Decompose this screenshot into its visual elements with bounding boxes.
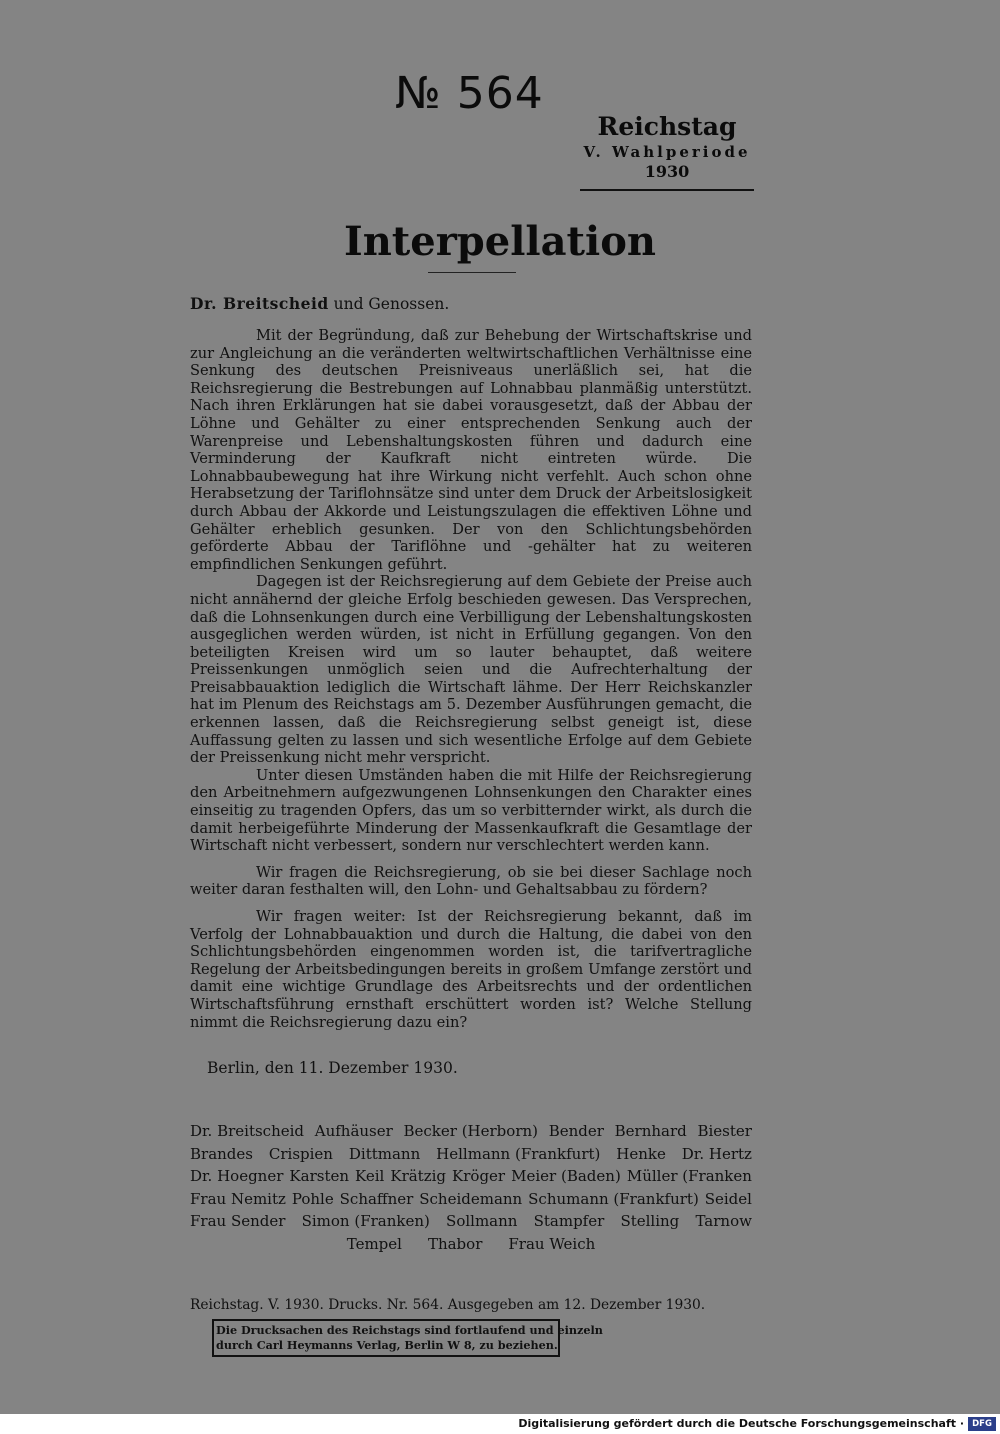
signatory: Tarnow [695,1212,752,1230]
signatory: Simon (Franken) [301,1212,430,1230]
signature-row [190,1143,752,1166]
signatory: Brandes [190,1144,253,1163]
reichstag-header [582,112,752,182]
header-year: 1930 [644,162,690,181]
signatory: Hellmann (Frankfurt) [436,1144,601,1163]
signatory: Thabor [427,1234,483,1253]
submitter-suffix: und Genossen. [328,295,450,313]
signatory: Keil [355,1167,385,1185]
submitter-name: Dr. Breitscheid [190,294,329,313]
signatory: Aufhäuser [314,1122,393,1140]
place-and-date: Berlin, den 11. Dezember 1930. [207,1059,458,1077]
header-period: V. Wahlperiode [583,143,751,161]
signatory: Henke [616,1144,666,1163]
signatory: Pohle [291,1189,334,1208]
funding-note: Digitalisierung gefördert durch die Deutsche Forschungsgemeinschaft · [518,1417,964,1430]
signatory: Bernhard [614,1122,687,1140]
print-imprint: Reichstag. V. 1930. Drucks. Nr. 564. Ausgegeben am 12. Dezember 1930. [190,1297,706,1313]
signatory: Dr. Breitscheid [190,1122,305,1140]
signatory: Seidel [704,1189,752,1208]
page-title: Interpellation [344,218,656,265]
signature-row [190,1210,752,1233]
signatory: Kröger [452,1167,506,1185]
paragraph: Wir fragen weiter: Ist der Reichsregierung bekannt, daß im Verfolg der Lohnabbauaktion und durch die Haltung, die dabei von den Schlichtungsbehörden eingenommen worden ist, die tarifvertragliche Regelung der Arbeitsbedingungen bereits in großem Umfange zerstört und damit eine wichtige Grundlage des Arbeitsrechts und der ordentlichen Wirtschaftsführung ernsthaft erschüttert worden ist? Welche Stellung nimmt die Reichsregierung dazu ein? [190,908,752,1031]
signature-row [190,1188,752,1211]
signatory: Stampfer [533,1212,605,1230]
signatory: Becker (Herborn) [403,1122,539,1140]
signatory: Sollmann [446,1212,518,1230]
signatory: Crispien [268,1144,333,1163]
signatory: Meier (Baden) [511,1167,621,1185]
signatory: Schumann (Frankfurt) [528,1189,699,1208]
submitter-line [190,294,449,314]
signature-row [190,1233,752,1256]
signatory: Müller (Franken [626,1167,752,1185]
publisher-note-line: Die Drucksachen des Reichstags sind fortlaufend und einzeln [216,1323,603,1337]
paragraph: Wir fragen die Reichsregierung, ob sie bei dieser Sachlage noch weiter daran festhalten will, den Lohn- und Gehaltsabbau zu fördern? [190,863,752,899]
signatory: Dr. Hoegner [190,1167,284,1185]
signatory: Frau Sender [190,1212,286,1230]
header-underline [580,189,754,191]
signature-row [190,1120,752,1143]
paragraph: Unter diesen Umständen haben die mit Hilfe der Reichsregierung den Arbeitnehmern aufgezwungenen Lohnsenkungen den Charakter eines einseitig zu tragenden Opfers, das um so verbitternder wirkt, als durch die damit herbeigeführte Minderung der Massenkaufkraft die Gesamtlage der Wirtschaft nicht verbessert, sondern nur verschlechtert werden kann. [190,766,752,855]
title-divider [428,272,516,273]
signature-row [190,1165,752,1188]
paragraph: Dagegen ist der Reichsregierung auf dem Gebiete der Preise auch nicht annähernd der gleiche Erfolg beschieden gewesen. Das Versprechen, daß die Lohnsenkungen durch eine Verbilligung der Lebenshaltungskosten ausgeglichen werden würden, ist nicht in Erfüllung gegangen. Von den beteiligten Kreisen wird um so lauter behauptet, daß weitere Preissenkungen unmöglich seien und die Aufrechterhaltung der Preisabbauaktion lediglich die Wirtschaft lähme. Der Herr Reichskanzler hat im Plenum des Reichstags am 5. Dezember Ausführungen gemacht, die erkennen lassen, daß die Reichsregierung selbst geneigt ist, diese Auffassung gelten zu lassen und sich wesentliche Erfolge auf dem Gebiete der Preissenkung nicht mehr verspricht. [190,573,752,767]
signatory: Dittmann [348,1144,421,1163]
signatures [190,1120,752,1255]
paragraph: Mit der Begründung, daß zur Behebung der Wirtschaftskrise und zur Angleichung an die veränderten weltwirtschaftlichen Verhältnisse eine Senkung des deutschen Preisniveaus unerläßlich sei, hat die Reichsregierung die Bestrebungen auf Lohnabbau planmäßig unterstützt. Nach ihren Erklärungen hat sie dabei vorausgesetzt, daß der Abbau der Löhne und Gehälter zu einer entsprechenden Senkung auch der Warenpreise und Lebenshaltungskosten führen und dadurch eine Verminderung der Kaufkraft nicht eintreten würde. Die Lohnabbaubewegung hat ihre Wirkung nicht verfehlt. Auch schon ohne Herabsetzung der Tariflohnsätze sind unter dem Druck der Arbeitslosigkeit durch Abbau der Akkorde und Leistungszulagen die effektiven Löhne und Gehälter erheblich gesunken. Der von den Schlichtungsbehörden geförderte Abbau der Tariflöhne und -gehälter hat zu weiteren empfindlichen Senkungen geführt. [190,327,752,573]
publisher-note-box [212,1319,603,1357]
signatory: Schaffner [339,1189,414,1208]
dfg-logo: DFG [968,1417,996,1431]
header-title: Reichstag [597,112,737,141]
signatory: Frau Weich [508,1234,596,1253]
publisher-note-line: durch Carl Heymanns Verlag, Berlin W 8, zu beziehen. [216,1338,558,1352]
signatory: Krätzig [390,1167,447,1185]
signatory: Dr. Hertz [681,1144,752,1163]
digitization-footer [0,1414,1000,1434]
signatory: Frau Nemitz [190,1189,286,1208]
signatory: Karsten [289,1167,350,1185]
document-number: № 564 [395,68,544,119]
interpellation-body [190,327,752,1031]
signatory: Tempel [346,1234,402,1253]
signatory: Scheidemann [419,1189,523,1208]
signatory: Stelling [620,1212,680,1230]
signatory: Bender [548,1122,604,1140]
signatory: Biester [697,1122,752,1140]
